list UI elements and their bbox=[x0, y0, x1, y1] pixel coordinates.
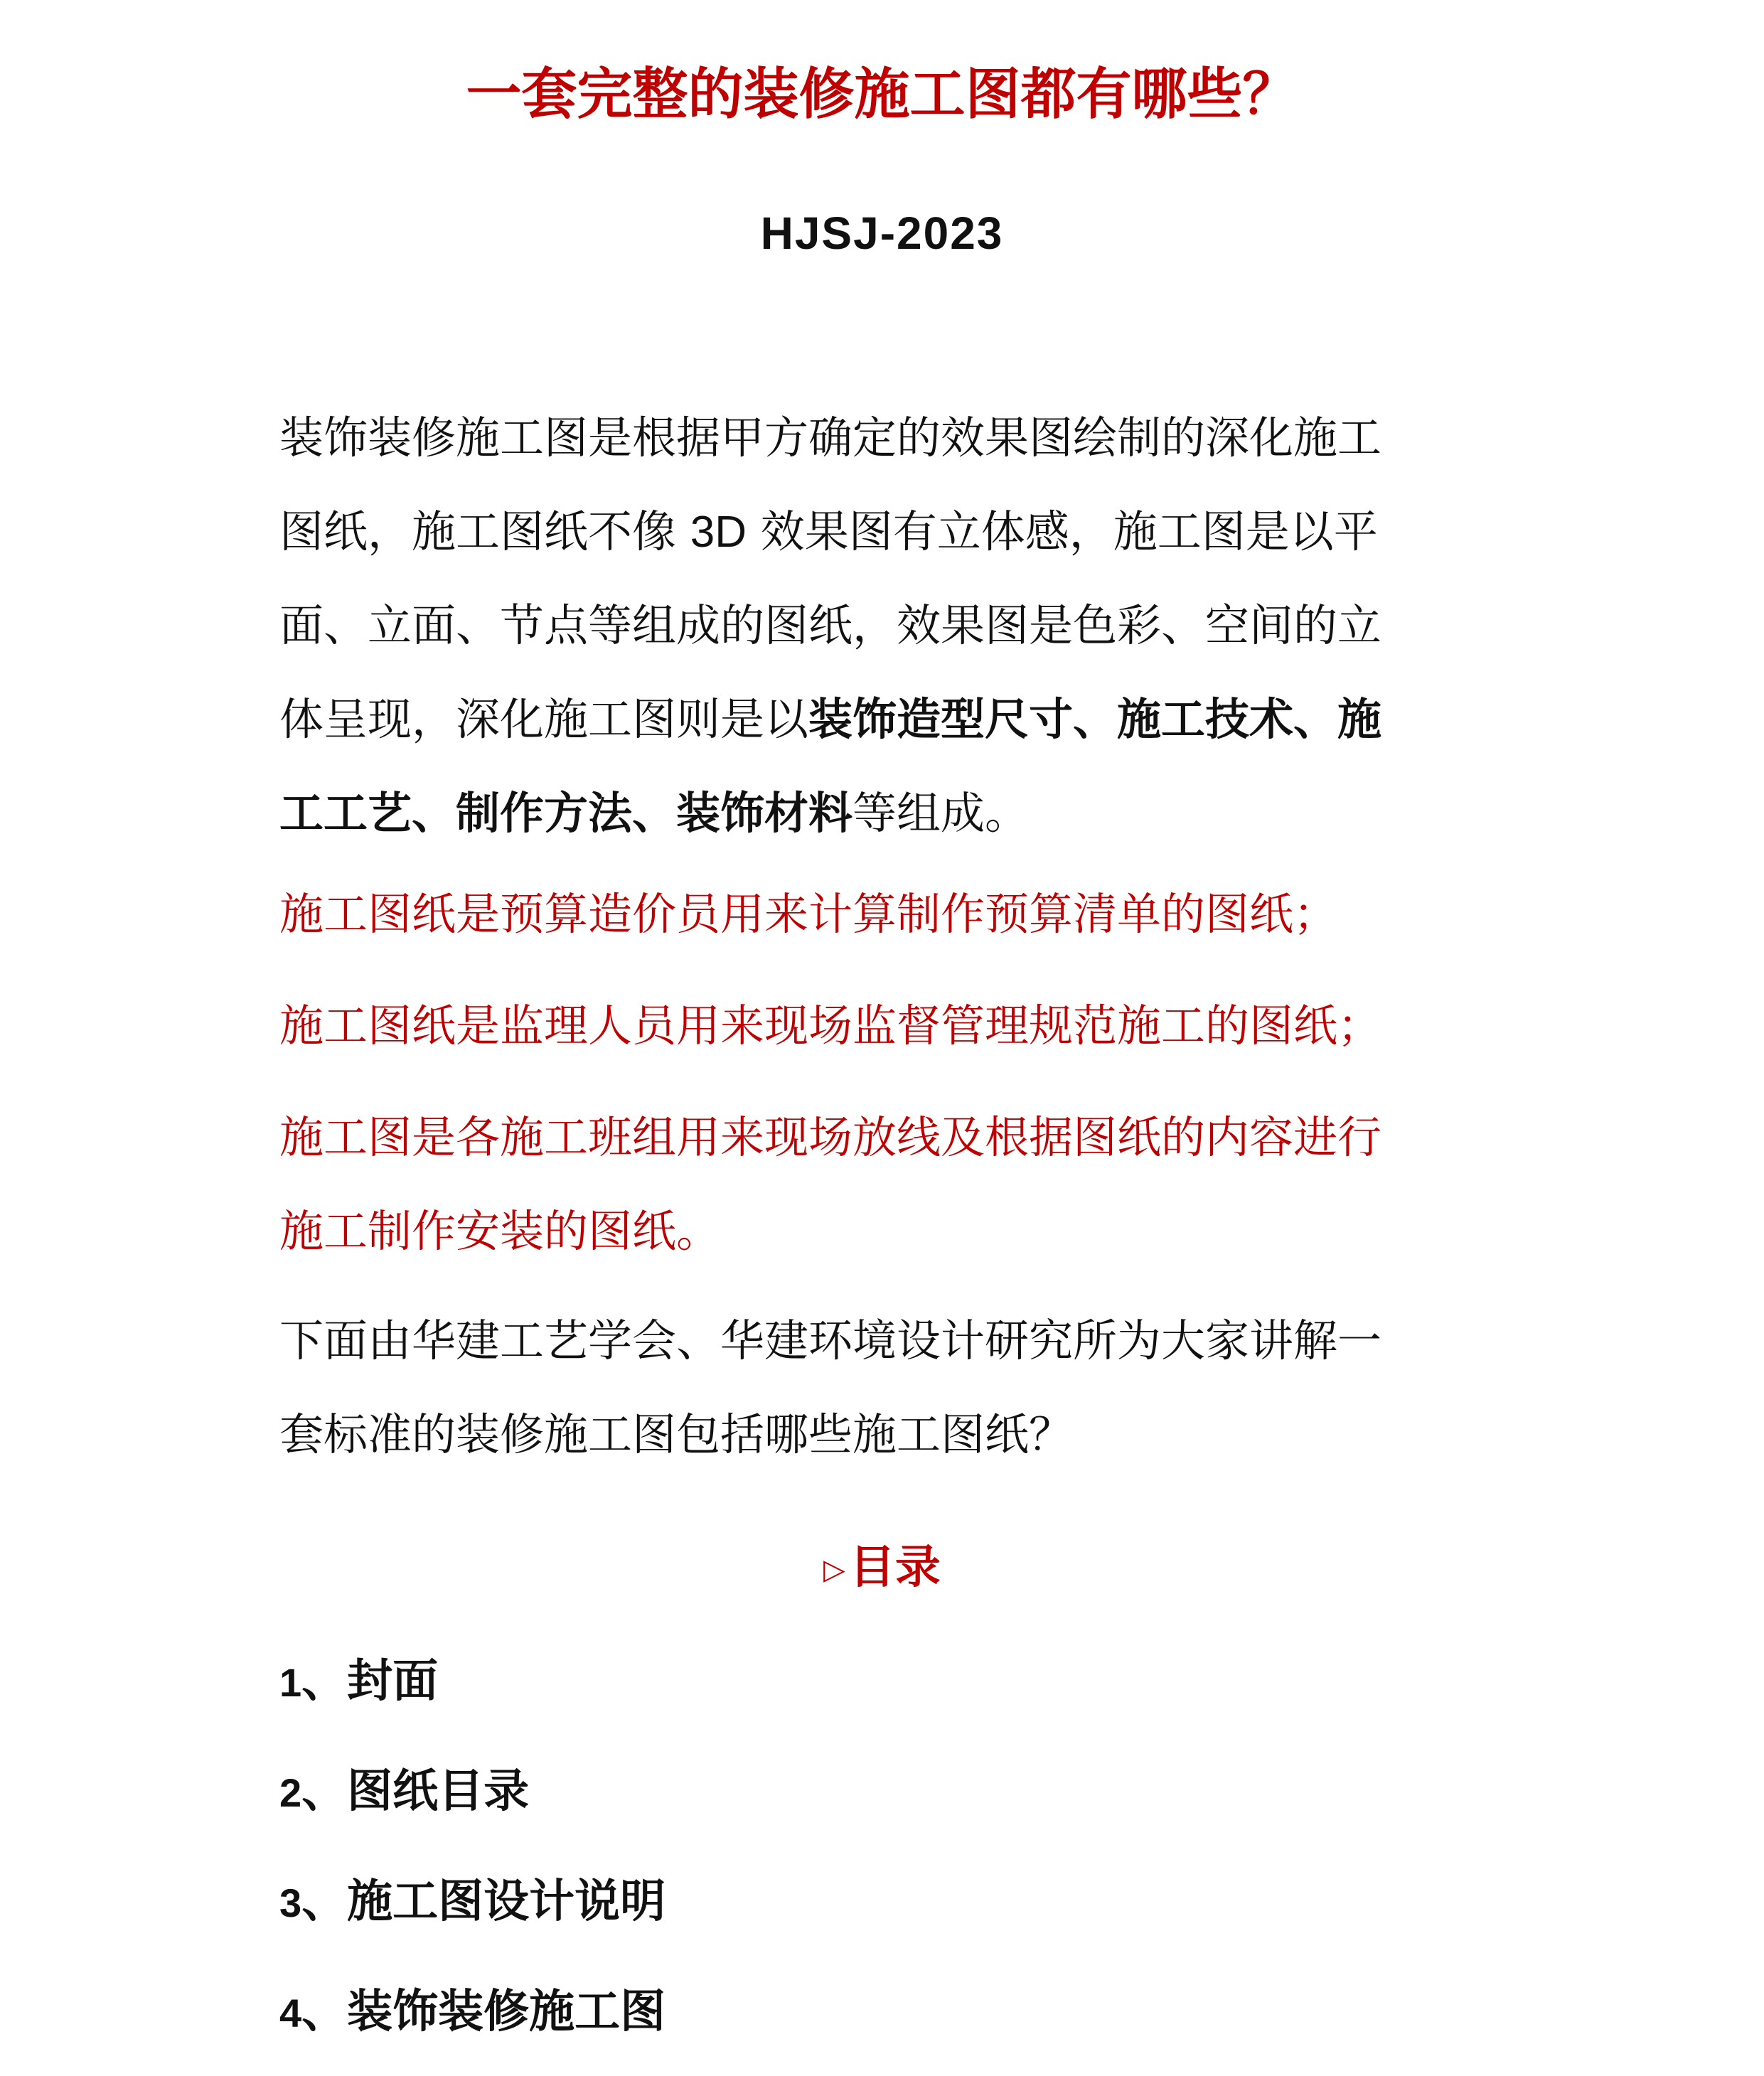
intro-text: 效果图有立体感，施工图是以平 bbox=[746, 505, 1378, 557]
toc-item-label: 封面 bbox=[347, 1655, 439, 1708]
toc-item-number: 4 bbox=[279, 1991, 302, 2035]
red-line: 施工制作安装的图纸。 bbox=[279, 1205, 721, 1257]
toc-item bbox=[279, 1870, 665, 1935]
toc-item-label: 施工图设计说明 bbox=[347, 1876, 666, 1928]
outro-paragraph bbox=[279, 1294, 1481, 1482]
outro-line: 套标准的装修施工图包括哪些施工图纸？ bbox=[279, 1408, 1074, 1460]
toc-item-number: 3 bbox=[279, 1880, 302, 1925]
toc-item-separator: 、 bbox=[301, 1765, 348, 1818]
toc-item-number: 2 bbox=[279, 1770, 302, 1815]
toc-item-number: 1 bbox=[279, 1660, 302, 1705]
intro-text: 图纸，施工图纸不像 bbox=[279, 505, 690, 557]
outro-line: 下面由华建工艺学会、华建环境设计研究所为大家讲解一 bbox=[279, 1315, 1382, 1366]
intro-text-3d: 3D bbox=[690, 508, 747, 557]
red-statement bbox=[279, 979, 1481, 1073]
toc-item bbox=[279, 1760, 529, 1825]
intro-emphasis: 装饰造型尺寸、施工技术、施 bbox=[808, 693, 1382, 745]
toc-item-separator: 、 bbox=[301, 1655, 348, 1708]
intro-text: 等组成。 bbox=[852, 787, 1030, 839]
intro-line: 装饰装修施工图是根据甲方确定的效果图绘制的深化施工 bbox=[279, 412, 1382, 464]
red-statement bbox=[279, 867, 1481, 961]
intro-line bbox=[279, 766, 1481, 860]
toc-item-separator: 、 bbox=[301, 1986, 348, 2038]
red-line: 施工图是各施工班组用来现场放线及根据图纸的内容进行 bbox=[279, 1111, 1382, 1163]
intro-text: 体呈现，深化施工图则是以 bbox=[279, 693, 809, 745]
red-statement bbox=[279, 1091, 1481, 1278]
intro-line bbox=[279, 485, 1481, 579]
toc-item-label: 图纸目录 bbox=[347, 1765, 530, 1818]
intro-line bbox=[279, 673, 1481, 766]
toc-item-separator: 、 bbox=[301, 1876, 348, 1928]
toc-item-label: 装饰装修施工图 bbox=[347, 1986, 666, 2038]
red-line: 施工图纸是监理人员用来现场监督管理规范施工的图纸； bbox=[279, 1000, 1382, 1052]
intro-line: 面、立面、节点等组成的图纸，效果图是色彩、空间的立 bbox=[279, 599, 1382, 651]
red-line: 施工图纸是预算造价员用来计算制作预算清单的图纸； bbox=[279, 888, 1338, 940]
toc-heading bbox=[0, 1536, 1764, 1602]
toc-item bbox=[279, 1649, 438, 1715]
intro-emphasis: 工工艺、制作方法、装饰材料 bbox=[279, 787, 853, 839]
toc-heading-label: 目录 bbox=[849, 1541, 941, 1594]
intro-paragraph bbox=[279, 391, 1481, 860]
document-code: HJSJ-2023 bbox=[760, 208, 1004, 259]
toc-item bbox=[279, 1980, 665, 2045]
document-title: 一套完整的装修施工图都有哪些？ bbox=[466, 63, 1298, 127]
triangle-marker-icon: ▷ bbox=[823, 1553, 845, 1587]
